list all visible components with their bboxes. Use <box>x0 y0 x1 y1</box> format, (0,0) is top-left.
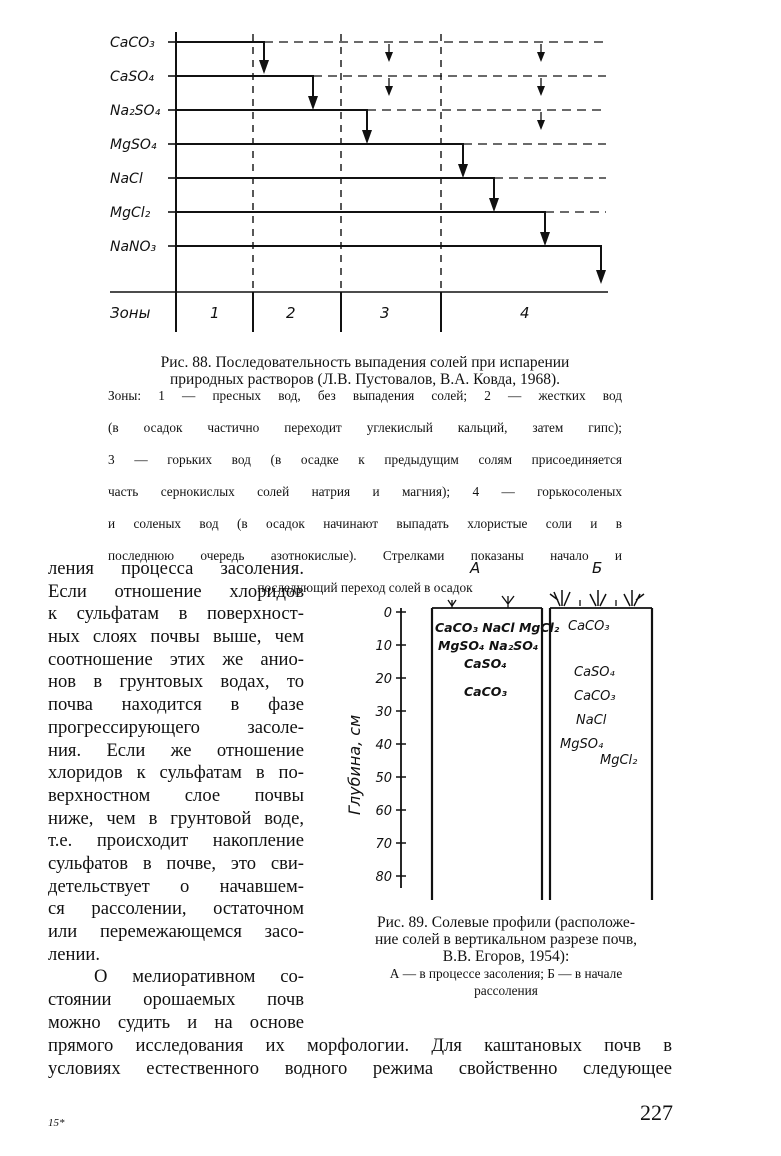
text-line: или перемежающемся засо- <box>48 921 304 942</box>
depth-tick-label: 50 <box>375 771 392 786</box>
text-line: Если отношение хлоридов <box>48 580 304 602</box>
salt-label: MgCl₂ <box>110 205 151 221</box>
text-line: детельствует о начавшем- <box>48 875 304 897</box>
depth-tick-label: 0 <box>383 606 392 621</box>
arrow-down-icon <box>308 96 318 110</box>
figure-89-diagram <box>330 550 670 905</box>
salt-label: MgSO₄ <box>560 737 604 752</box>
arrow-heads <box>259 44 606 284</box>
caption-line: часть сернокислых солей натрия и магния); 4 — горькосоленых <box>108 484 622 499</box>
salt-label: MgSO₄ Na₂SO₄ <box>438 638 539 653</box>
arrow-down-icon <box>540 232 550 246</box>
salt-label: CaSO₄ <box>574 665 615 680</box>
text-line: стоянии орошаемых почв <box>48 989 304 1011</box>
caption-title: природных растворов (Л.В. Пустовалов, В.А. Ковда, 1968). <box>170 371 560 388</box>
zone-dividers <box>253 34 441 332</box>
salt-lines <box>176 42 606 272</box>
salt-label: NaNO₃ <box>110 239 157 255</box>
text-line: соотношение этих же анио- <box>48 648 304 670</box>
caption-line: 3 — горьких вод (в осадке к предыдущим солям присоединяется <box>108 452 622 467</box>
arrow-down-icon <box>489 198 499 212</box>
arrow-down-icon <box>537 86 545 96</box>
zone-number: 4 <box>520 304 530 322</box>
salt-label: CaCO₃ <box>574 689 616 704</box>
depth-tick-label: 60 <box>375 804 392 819</box>
profile-b-label: Б <box>592 559 603 577</box>
salt-label: CaSO₄ <box>110 69 154 85</box>
arrow-down-icon <box>362 130 372 144</box>
salt-labels <box>110 35 161 255</box>
salt-label: MgCl₂ <box>600 753 638 768</box>
zone-number: 3 <box>380 304 390 322</box>
arrow-down-icon <box>537 120 545 130</box>
text-line: верхностном слое почвы <box>48 784 304 806</box>
text-line: нов в грунтовых водах, то <box>48 671 304 693</box>
salt-label: CaSO₄ <box>464 656 507 671</box>
arrow-down-icon <box>537 52 545 62</box>
depth-tick-label: 70 <box>375 837 392 852</box>
depth-tick-label: 40 <box>375 738 392 753</box>
arrow-down-icon <box>385 86 393 96</box>
caption-line: (в осадок частично переходит углекислый кальций, затем гипс); <box>108 420 622 435</box>
depth-tick-label: 30 <box>375 705 392 720</box>
page-number: 227 <box>640 1100 673 1125</box>
text-line: почва находится в фазе <box>48 694 304 716</box>
body-text-column <box>48 558 304 1034</box>
text-line: лении. <box>48 943 101 965</box>
text-line: ся рассолении, остаточном <box>48 898 304 920</box>
depth-tick-label: 80 <box>375 870 392 885</box>
caption-line: рассоления <box>474 983 538 998</box>
text-line: т.е. происходит накопление <box>48 830 304 852</box>
text-line: к сульфатам в поверхност- <box>48 603 304 625</box>
text-line: хлоридов к сульфатам в по- <box>48 762 304 784</box>
arrow-down-icon <box>259 60 269 74</box>
salt-label: MgSO₄ <box>110 137 157 153</box>
zone-number: 1 <box>210 304 220 322</box>
text-line: сульфатов в почве, это сви- <box>48 852 304 874</box>
text-line: ных слоях почвы выше, чем <box>48 626 304 648</box>
depth-tick-label: 10 <box>375 639 392 654</box>
text-line: ния. Если же отношение <box>48 739 304 761</box>
salt-label: CaCO₃ <box>110 35 155 51</box>
arrow-down-icon <box>385 52 393 62</box>
zones-label: Зоны <box>110 304 151 322</box>
caption-line: последнюю очередь азотнокислые). Стрелками показаны начало и <box>108 548 622 563</box>
caption-title: Рис. 88. Последовательность выпадения солей при испарении <box>160 354 570 371</box>
text-line: О мелиоративном со- <box>94 966 304 988</box>
text-line: прямого исследования их морфологии. Для каштановых почв в <box>48 1035 672 1056</box>
salt-label: NaCl <box>576 713 607 728</box>
caption-line: Рис. 89. Солевые профили (расположе- <box>377 914 635 931</box>
text-line: условиях естественного водного режима свойственно следующее <box>48 1058 672 1079</box>
salt-label: CaCO₃ <box>464 684 507 699</box>
profile-a-label: А <box>470 559 481 577</box>
caption-line: Зоны: 1 — пресных вод, без выпадения солей; 2 — жестких вод <box>108 388 622 403</box>
signature-marker: 15* <box>48 1117 65 1129</box>
salt-label: CaCO₃ NaCl MgCl₂ <box>435 620 560 635</box>
salt-label: CaCO₃ <box>568 619 610 634</box>
text-line: прогрессирующего засоле- <box>48 716 304 738</box>
arrow-down-icon <box>458 164 468 178</box>
caption-line: ние солей в вертикальном разрезе почв, <box>374 931 638 948</box>
arrow-down-icon <box>596 270 606 284</box>
text-line: ления процесса засоления. <box>48 558 304 579</box>
caption-line: последующий переход солей в осадок <box>257 580 473 595</box>
caption-line: А — в процессе засоления; Б — в начале <box>389 966 623 981</box>
salt-label: NaCl <box>110 171 143 187</box>
caption-line: В.В. Егоров, 1954): <box>442 948 570 965</box>
figure-89-caption <box>336 914 676 999</box>
caption-line: и соленых вод (в осадок начинают выпадать хлористые соли и в <box>108 516 622 531</box>
depth-axis-label: Глубина, см <box>345 714 364 815</box>
zone-number: 2 <box>286 304 296 322</box>
figure-88-diagram <box>0 0 781 340</box>
text-line: ниже, чем в грунтовой воде, <box>48 807 304 829</box>
text-line: можно судить и на основе <box>48 1011 304 1033</box>
salt-label: Na₂SO₄ <box>110 103 161 119</box>
depth-tick-label: 20 <box>375 672 392 687</box>
